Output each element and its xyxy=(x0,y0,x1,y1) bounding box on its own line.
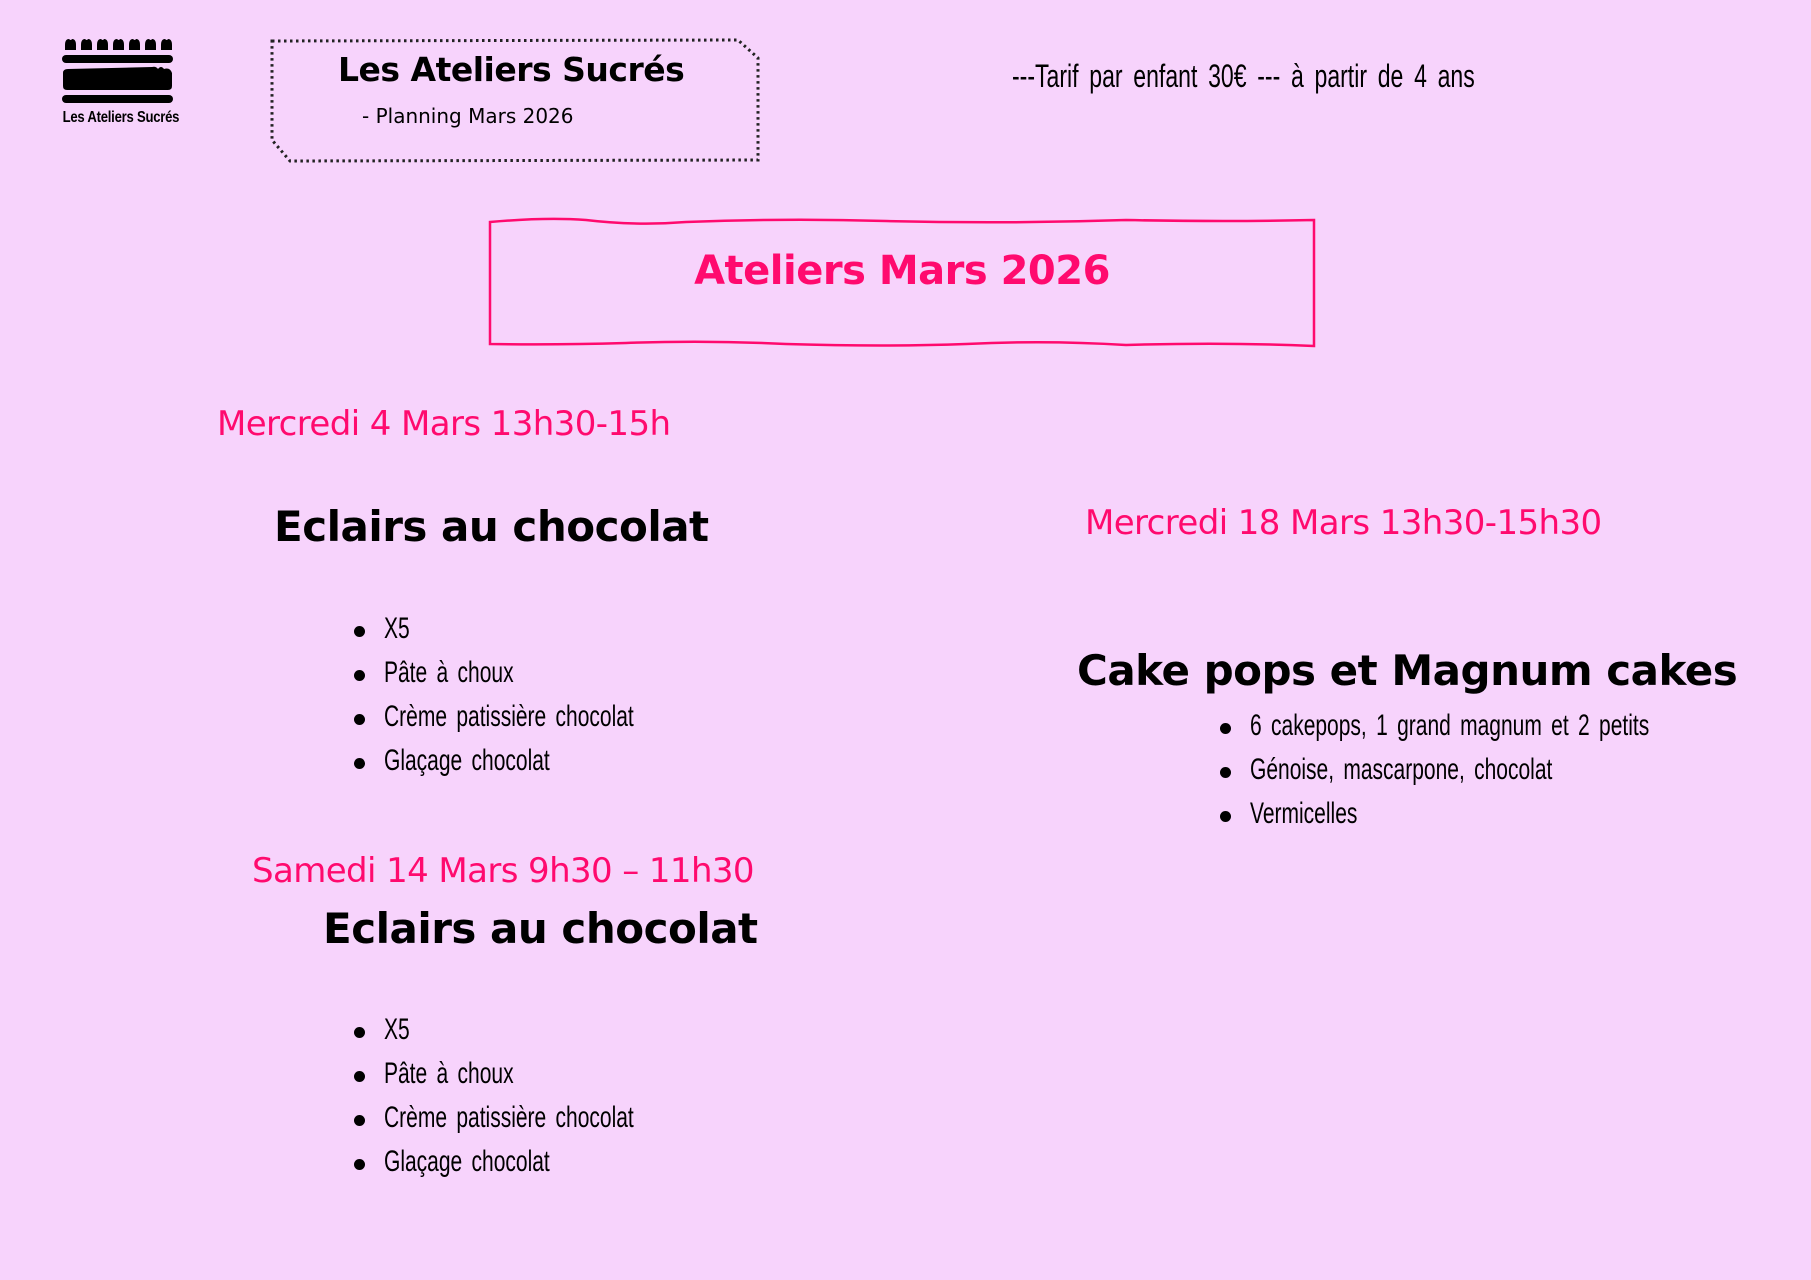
session-3-title: Cake pops et Magnum cakes xyxy=(1077,646,1738,695)
logo xyxy=(50,30,190,140)
session-2-date: Samedi 14 Mars 9h30 – 11h30 xyxy=(252,851,754,891)
header-title: Les Ateliers Sucrés xyxy=(338,50,685,89)
bullet-icon xyxy=(1220,811,1231,822)
main-title: Ateliers Mars 2026 xyxy=(694,248,1110,294)
bullet-icon xyxy=(354,714,365,725)
bullet-icon xyxy=(354,1027,365,1038)
list-item: Crème patissière chocolat xyxy=(354,1099,754,1143)
header-subtitle: - Planning Mars 2026 xyxy=(362,104,574,128)
session-1-date: Mercredi 4 Mars 13h30-15h xyxy=(217,404,671,444)
bullet-icon xyxy=(354,670,365,681)
list-item: Crème patissière chocolat xyxy=(354,698,754,742)
bullet-icon xyxy=(354,1071,365,1082)
list-item: Pâte à choux xyxy=(354,654,754,698)
session-1-items xyxy=(354,610,754,786)
list-item: Glaçage chocolat xyxy=(354,742,754,786)
layer-cake-icon xyxy=(60,36,175,108)
session-2-title: Eclairs au chocolat xyxy=(323,904,758,953)
logo-caption: Les Ateliers Sucrés xyxy=(62,109,180,126)
bullet-icon xyxy=(1220,723,1231,734)
bullet-icon xyxy=(354,626,365,637)
bullet-icon xyxy=(1220,767,1231,778)
header-box xyxy=(266,36,764,166)
session-1-title: Eclairs au chocolat xyxy=(274,502,709,551)
session-3-items xyxy=(1220,707,1780,839)
list-item: X5 xyxy=(354,610,754,654)
list-item: Glaçage chocolat xyxy=(354,1143,754,1187)
list-item: Vermicelles xyxy=(1220,795,1780,839)
bullet-icon xyxy=(354,1115,365,1126)
list-item: 6 cakepops, 1 grand magnum et 2 petits xyxy=(1220,707,1780,751)
tariff-text: ---Tarif par enfant 30€ --- à partir de 4 ans xyxy=(1012,58,1475,94)
list-item: Génoise, mascarpone, chocolat xyxy=(1220,751,1780,795)
main-title-box xyxy=(486,214,1318,350)
list-item: X5 xyxy=(354,1011,754,1055)
session-3-date: Mercredi 18 Mars 13h30-15h30 xyxy=(1085,503,1602,543)
list-item: Pâte à choux xyxy=(354,1055,754,1099)
session-2-items xyxy=(354,1011,754,1187)
bullet-icon xyxy=(354,1159,365,1170)
bullet-icon xyxy=(354,758,365,769)
